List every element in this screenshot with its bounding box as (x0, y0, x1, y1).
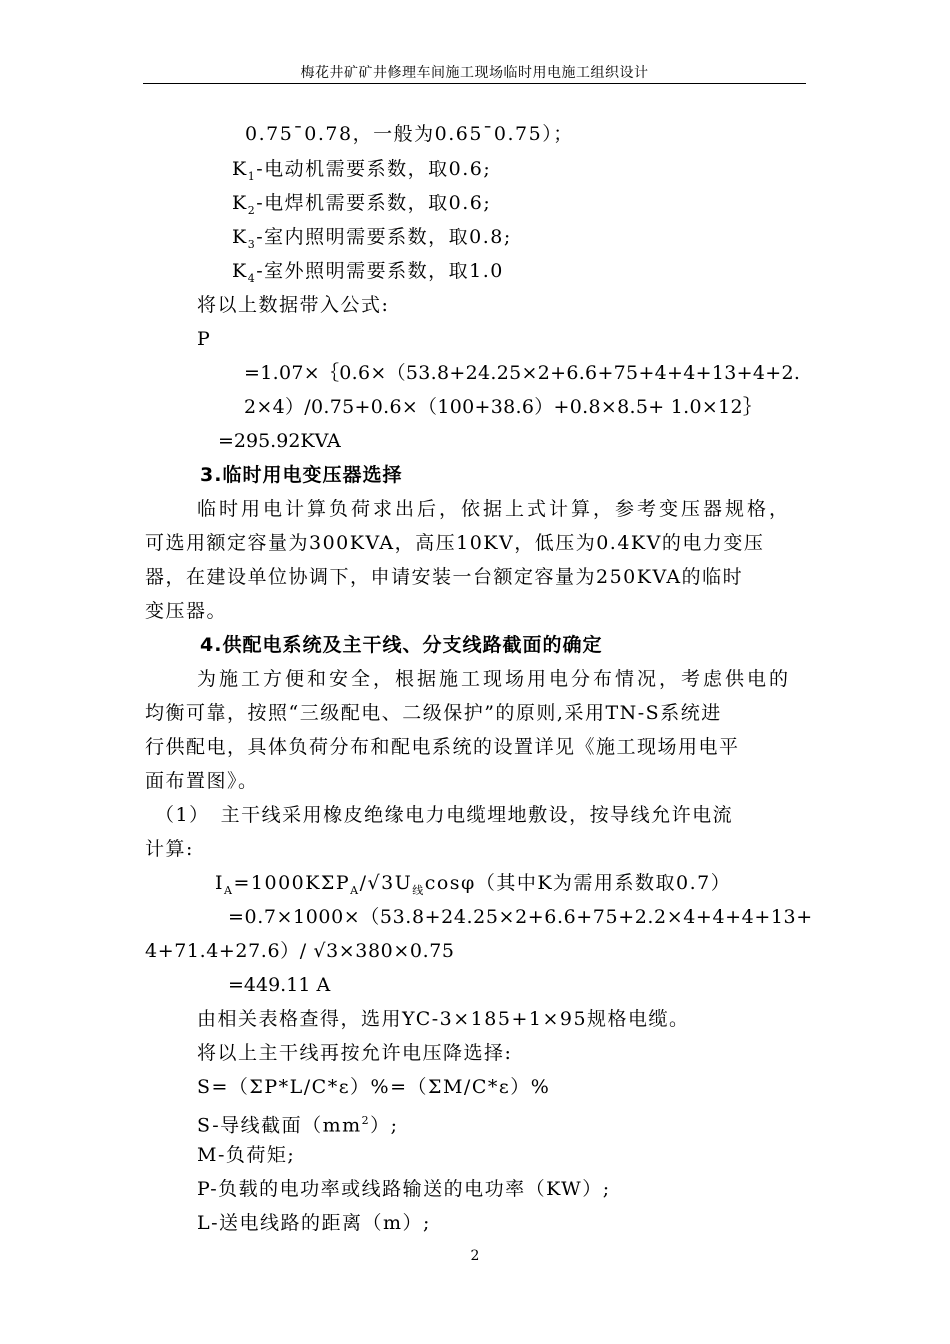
text-line: 将以上数据带入公式: (197, 294, 390, 316)
paragraph-line: 计算: (145, 838, 194, 860)
formula-line: =1.07×｛0.6×（53.8+24.25×2+6.6+75+4+4+13+4+2. (244, 362, 801, 384)
current-formula: $I_A=1000K\Sigma P_A/√3U_线\cos\varphi$（其中K为需用系数取0.7） (215, 872, 732, 897)
running-header: 梅花井矿矿井修理车间施工现场临时用电施工组织设计 (300, 65, 649, 81)
coefficient-k3: $K_3-$室内照明需要系数，取0.8; (232, 226, 512, 251)
coefficient-k4: $K_4-$室外照明需要系数，取1.0 (232, 260, 504, 285)
page-number: 2 (470, 1248, 480, 1264)
formula-line: =0.7×1000×（53.8+24.25×2+6.6+75+2.2×4+4+4+13+ (228, 906, 813, 928)
paragraph-line: 面布置图》。 (145, 770, 259, 792)
definition-s: S-导线截面$(mm^2)$; (197, 1114, 399, 1137)
section-heading: 3.临时用电变压器选择 (200, 464, 403, 486)
formula-result: =295.92KVA (218, 430, 341, 452)
header-rule (143, 83, 806, 84)
formula-line: 4+71.4+27.6）/ √3×380×0.75 (145, 940, 455, 962)
definition-p: P-负载的电功率或线路输送的电功率（KW）; (197, 1178, 611, 1200)
section-heading: 4.供配电系统及主干线、分支线路截面的确定 (200, 634, 603, 656)
paragraph-line: 为施工方便和安全，根据施工现场用电分布情况，考虑供电的 (197, 668, 792, 690)
text-line: 由相关表格查得，选用YC-3×185+1×95规格电缆。 (197, 1008, 690, 1030)
paragraph-line: 可选用额定容量为300KVA，高压10KV，低压为0.4KV的电力变压 (145, 532, 765, 554)
formula-result: =449.11 A (228, 974, 331, 996)
paragraph-line: 器，在建设单位协调下，申请安装一台额定容量为250KVA的临时 (145, 566, 744, 588)
formula-line: 2×4）/0.75+0.6×（100+38.6）+0.8×8.5+ 1.0×12｝ (244, 396, 763, 418)
coefficient-k2: $K_2-$电焊机需要系数，取0.6; (232, 192, 492, 217)
coefficient-k1: $K_1-$电动机需要系数，取0.6; (232, 158, 492, 183)
paragraph-line: 临时用电计算负荷求出后，依据上式计算，参考变压器规格， (197, 498, 792, 520)
paragraph-line: （1） 主干线采用橡皮绝缘电力电缆埋地敷设，按导线允许电流 (155, 804, 734, 826)
formula-line: S=（ΣP*L/C*ε）%=（ΣM/C*ε）% (197, 1076, 551, 1098)
paragraph-line: 变压器。 (145, 600, 228, 622)
definition-m: M-负荷矩; (197, 1144, 296, 1166)
formula-symbol: P (197, 328, 210, 350)
paragraph-line: 行供配电，具体负荷分布和配电系统的设置详见《施工现场用电平 (145, 736, 740, 758)
paragraph-line: 均衡可靠，按照“三级配电、二级保护”的原则,采用TN-S系统进 (145, 702, 722, 724)
text-line: 将以上主干线再按允许电压降选择: (197, 1042, 513, 1064)
definition-l: L-送电线路的距离（m）; (197, 1212, 431, 1234)
text-line: 0.75¯0.78，一般为0.65¯0.75）； (245, 123, 574, 145)
